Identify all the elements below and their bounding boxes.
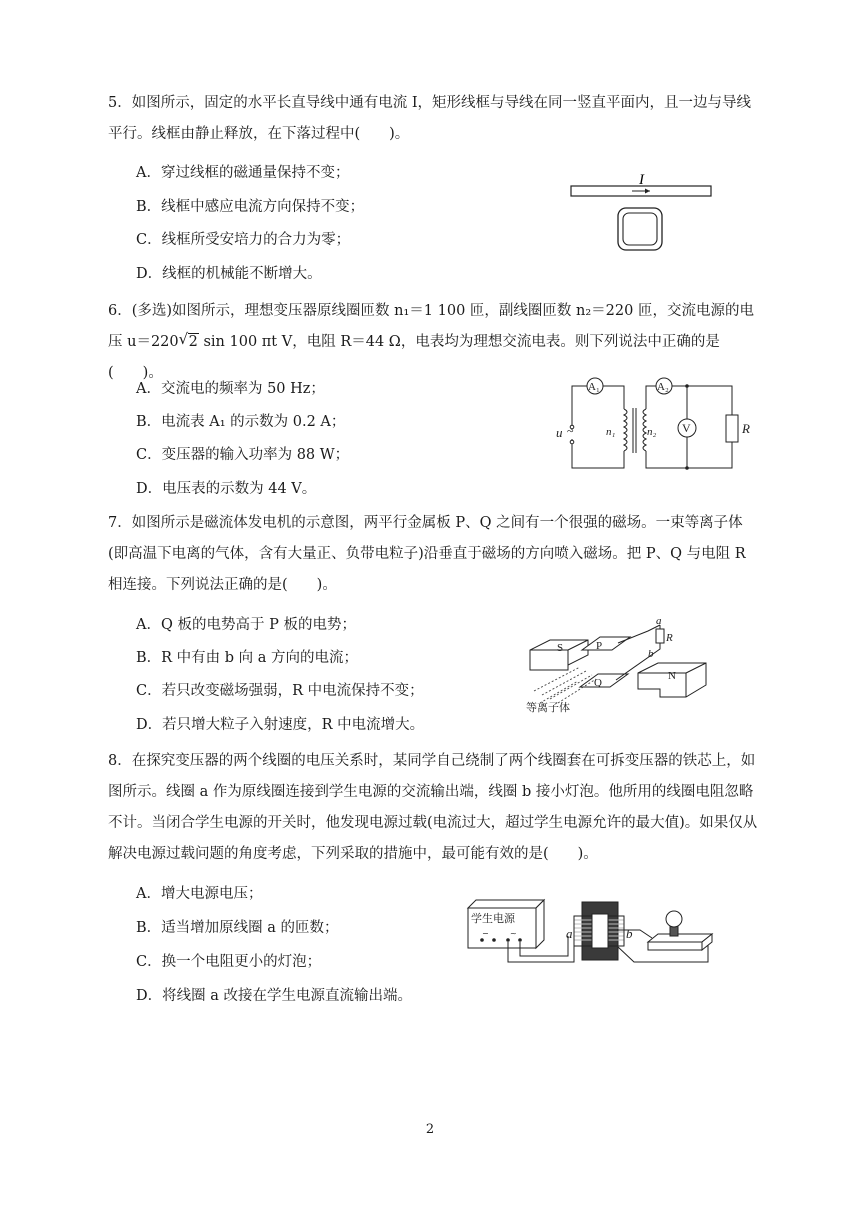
primary-coil-icon <box>624 409 627 451</box>
q5-option-c: C．线框所受安培力的合力为零； <box>136 232 351 248</box>
q7-option-d: D．若只增大粒子入射速度，R 中电流增大。 <box>136 717 425 733</box>
v-label: V <box>682 421 691 435</box>
lamp-base-top <box>648 934 712 942</box>
q8-option-b: B．适当增加原线圈 a 的匝数； <box>136 920 339 936</box>
current-label: I <box>639 172 644 188</box>
n2-label: n₂ <box>647 426 657 438</box>
p-label: P <box>596 640 603 652</box>
sqrt-radicand: 2 <box>188 334 198 350</box>
r-label: R <box>666 632 673 644</box>
loop-inner <box>623 213 657 245</box>
q6-option-a: A．交流电的频率为 50 Hz； <box>136 381 325 397</box>
q6-stem-pre: 压 u＝220 <box>108 334 179 350</box>
b-label: b <box>648 648 654 660</box>
n-label: N <box>668 670 676 682</box>
s-label: S <box>557 642 564 654</box>
resistor-icon <box>726 415 738 442</box>
question-5-stem <box>108 88 758 150</box>
q7-figure-mhd-generator <box>520 615 720 715</box>
q7-stem-text: 7．如图所示是磁流体发电机的示意图，两平行金属板 P、Q 之间有一个很强的磁场。一束等离子体(即高温下电离的气体，含有大量正、负带电粒子)沿垂直于磁场的方向喷入磁场。把 P、Q 与电阻 R 相连接。下列说法正确的是( )。 <box>108 515 746 593</box>
q8-option-c: C．换一个电阻更小的灯泡； <box>136 954 322 970</box>
q-plate <box>580 674 628 687</box>
u-label: u <box>556 425 563 440</box>
power-supply-top <box>468 900 544 908</box>
n1-label: n₁ <box>606 426 616 438</box>
q5-figure-wire-loop <box>566 168 716 268</box>
q5-option-a: A．穿过线框的磁通量保持不变； <box>136 165 350 181</box>
q5-stem-text: 5．如图所示，固定的水平长直导线中通有电流 I，矩形线框与导线在同一竖直平面内，且一边与导线平行。线框由静止释放，在下落过程中( )。 <box>108 95 752 142</box>
q7-option-c: C．若只改变磁场强弱，R 中电流保持不变； <box>136 683 424 699</box>
question-8-stem <box>108 746 758 870</box>
b-label: b <box>626 926 633 941</box>
q8-stem-text: 8．在探究变压器的两个线圈的电压关系时，某同学自己绕制了两个线圈套在可拆变压器的铁芯上，如图所示。线圈 a 作为原线圈连接到学生电源的交流输出端，线圈 b 接小灯泡。他所用的线圈电阻忽略不计。当闭合学生电源的开关时，他发现电源过载(电流过大，超过学生电源允许的最大值)。如果仅从解决电源过载问题的角度考虑，下列采取的措施中，最可能有效的是( )。 <box>108 753 758 862</box>
svg-text:−: − <box>482 929 489 938</box>
tilde-label: ~ <box>567 424 574 438</box>
q7-option-a: A．Q 板的电势高于 P 板的电势； <box>136 617 356 633</box>
q6-stem-post: sin 100 πt V，电阻 R＝44 Ω，电表均为理想交流电表。则下列说法中正确的是( )。 <box>108 334 720 381</box>
q6-stem-line1: 6．(多选)如图所示，理想变压器原线圈匝数 n₁＝1 100 匝，副线圈匝数 n₂＝220 匝，交流电源的电 <box>108 303 754 319</box>
power-supply-label: 学生电源 <box>471 912 515 925</box>
plasma-beam <box>534 667 596 703</box>
q-label: Q <box>594 677 602 689</box>
current-arrowhead-icon <box>645 189 650 194</box>
transformer-core <box>574 902 624 960</box>
a-label: a <box>656 615 662 627</box>
light-bulb-icon <box>666 911 682 927</box>
q6-option-c: C．变压器的输入功率为 88 W； <box>136 447 350 463</box>
secondary-coil-icon <box>643 409 646 451</box>
a1-label: A₁ <box>588 381 600 393</box>
q5-option-b: B．线框中感应电流方向保持不变； <box>136 199 365 215</box>
page-number: 2 <box>425 1122 435 1137</box>
q6-option-b: B．电流表 A₁ 的示数为 0.2 A； <box>136 414 346 430</box>
q8-option-a: A．增大电源电压； <box>136 886 263 902</box>
q8-figure-transformer-setup <box>462 894 722 974</box>
q7-option-b: B．R 中有由 b 向 a 方向的电流； <box>136 650 359 666</box>
r-label: R <box>742 421 750 436</box>
plasma-label: 等离子体 <box>526 701 570 714</box>
question-7-stem <box>108 508 758 601</box>
a-label: a <box>566 926 573 941</box>
q8-option-d: D．将线圈 a 改接在学生电源直流输出端。 <box>136 988 412 1004</box>
svg-text:~: ~ <box>510 929 517 938</box>
p-plate <box>582 637 630 650</box>
q6-figure-transformer-circuit <box>550 375 760 475</box>
sqrt-symbol <box>179 327 199 358</box>
a2-label: A₂ <box>657 381 669 393</box>
resistor-icon <box>656 629 664 643</box>
q5-option-d: D．线框的机械能不断增大。 <box>136 266 322 282</box>
q6-option-d: D．电压表的示数为 44 V。 <box>136 481 317 497</box>
